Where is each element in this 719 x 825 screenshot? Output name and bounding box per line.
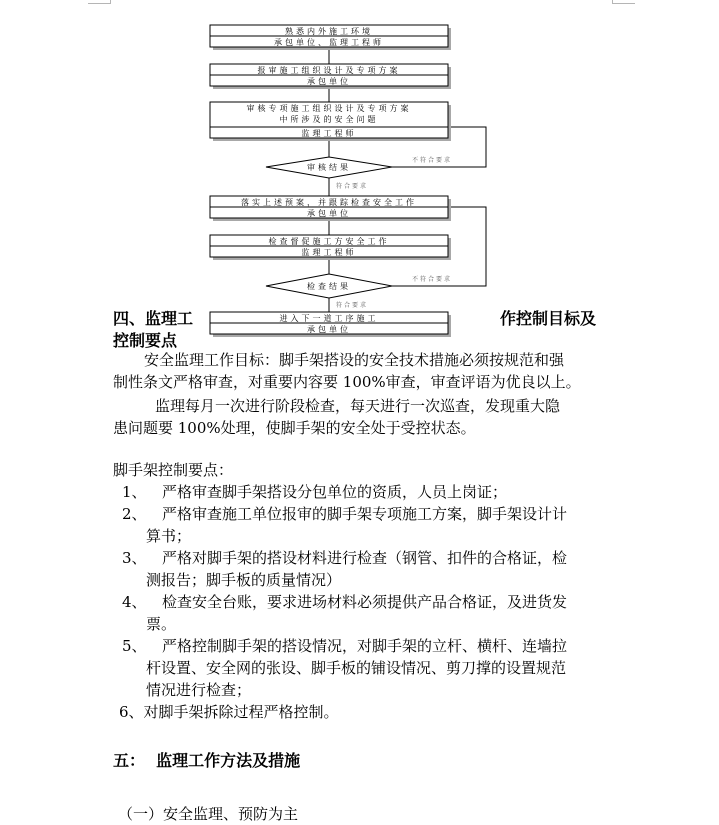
list-item-1-text: 严格审查脚手架搭设分包单位的资质，人员上岗证； — [162, 483, 508, 501]
flow-box-5-line1: 检查督促施工方安全工作 — [268, 237, 390, 246]
list-item-5-text-line2: 杆设置、安全网的张设、脚手板的铺设情况、剪刀撑的设置规范 — [146, 659, 567, 677]
flow-box-1-line2: 承包单位、监理工程师 — [274, 38, 384, 47]
list-item-5-text-line3: 情况进行检查； — [146, 681, 252, 699]
list-item-1-number: 1、 — [122, 483, 147, 501]
flow-box-2-line1: 报审施工组织设计及专项方案 — [257, 66, 401, 75]
goal-paragraph-line4: 患问题要 100%处理，使脚手架的安全处于受控状态。 — [113, 419, 476, 437]
flow-box-1-line1: 熟悉内外施工环境 — [285, 27, 373, 36]
flow-box-4-line2: 承包单位 — [307, 209, 351, 218]
flow-box-4-line1: 落实上述预案，并跟踪检查安全工作 — [241, 198, 417, 207]
list-item-3-text-line1: 严格对脚手架的搭设材料进行检查（钢管、扣件的合格证，检 — [162, 549, 568, 567]
flow-reject-1-label: 不符合要求 — [411, 157, 453, 164]
list-item-5-text-line1: 严格控制脚手架的搭设情况，对脚手架的立杆、横杆、连墙拉 — [162, 637, 568, 655]
list-item-4-text-line2: 票。 — [146, 615, 177, 633]
section5-title: 五： 监理工作方法及措施 — [113, 751, 301, 770]
flow-box-3-line1b: 中所涉及的安全问题 — [279, 115, 379, 124]
list-item-2-text-line1: 严格审查施工单位报审的脚手架专项施工方案，脚手架设计计 — [162, 505, 568, 523]
list-item-3-number: 3、 — [122, 549, 147, 567]
flow-pass-2-label: 符合要求 — [336, 302, 369, 309]
safety-supervision-flowchart — [0, 0, 719, 340]
flow-pass-1-label: 符合要求 — [336, 183, 369, 190]
goal-paragraph-line1: 安全监理工作目标：脚手架搭设的安全技术措施必须按规范和强 — [144, 351, 565, 369]
list-item-2-number: 2、 — [122, 505, 147, 523]
list-item-5-number: 5、 — [122, 637, 147, 655]
list-item-3-text-line2: 测报告；脚手板的质量情况） — [146, 571, 342, 589]
control-points-title: 脚手架控制要点： — [113, 461, 234, 479]
flow-box-6-line1: 进入下一道工序施工 — [279, 314, 379, 323]
flow-box-6-line2: 承包单位 — [307, 325, 351, 334]
section4-title-line2: 控制要点 — [113, 331, 178, 350]
flow-box-3-line1: 审核专项施工组织设计及专项方案 — [246, 104, 412, 113]
goal-paragraph-line2: 制性条文严格审查，对重要内容要 100%审查，审查评语为优良以上。 — [113, 373, 581, 391]
section4-title-left: 四、监理工 — [113, 309, 194, 328]
section4-title-right: 作控制目标及 — [500, 309, 597, 328]
list-item-4-number: 4、 — [122, 593, 147, 611]
list-item-2-text-line2: 算书； — [146, 527, 192, 545]
flow-box-2-line2: 承包单位 — [307, 77, 351, 86]
list-item-4-text-line1: 检查安全台账，要求进场材料必须提供产品合格证，及进货发 — [162, 593, 568, 611]
flow-decision-1-label: 审核结果 — [307, 163, 351, 172]
section5-subheading-1: （一）安全监理、预防为主 — [118, 805, 299, 823]
goal-paragraph-line3: 监理每月一次进行阶段检查，每天进行一次巡查，发现重大隐 — [155, 397, 561, 415]
flow-box-5-line2: 监理工程师 — [301, 248, 357, 257]
list-item-6-text: 6、对脚手架拆除过程严格控制。 — [119, 703, 339, 721]
flow-reject-2-label: 不符合要求 — [411, 276, 453, 283]
flow-decision-2-label: 检查结果 — [307, 282, 351, 291]
flow-box-3-line2: 监理工程师 — [301, 129, 357, 138]
